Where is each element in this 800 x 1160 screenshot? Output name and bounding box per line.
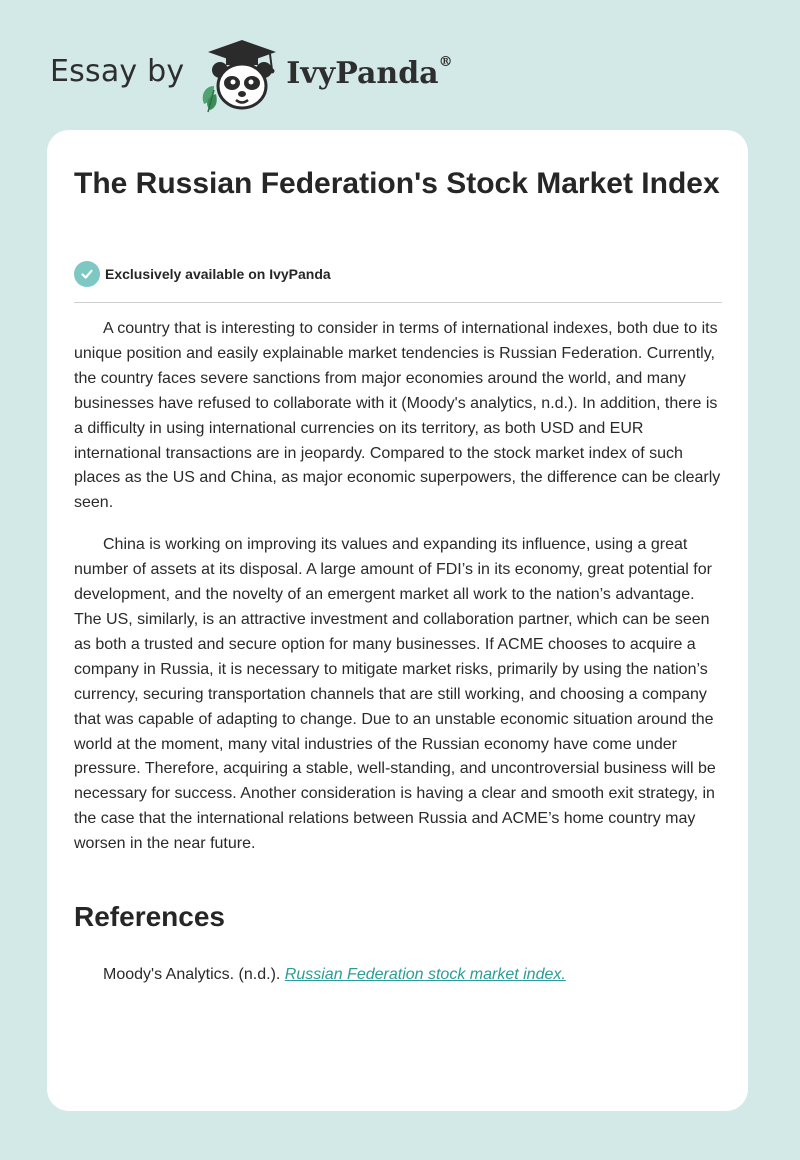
paragraph: A country that is interesting to consider in terms of international indexes, both due to its unique position and easily explainable market tendencies is Russian Federation. Currently, the country faces severe sanctions from major economies around the world, and many businesses have refused to collaborate with it (Moody's analytics, n.d.). In addition, there is a difficulty in using international currencies on its territory, as both USD and EUR international transactions are in jeopardy. Compared to the stock market index of such places as the US and China, as major economic superpowers, the difference can be clearly seen.: [74, 320, 721, 512]
site-header: [50, 34, 453, 114]
title-divider: [74, 302, 722, 303]
essay-title: The Russian Federation's Stock Market Index: [74, 167, 720, 200]
essay-card: [47, 130, 748, 1111]
exclusive-badge: [74, 261, 331, 287]
brand-name[interactable]: IvyPanda®: [286, 53, 453, 91]
registered-mark: ®: [438, 53, 453, 70]
references-heading: References: [74, 901, 225, 932]
essay-by-label: Essay by: [50, 53, 185, 89]
reference-link[interactable]: Russian Federation stock market index.: [284, 966, 566, 983]
reference-prefix: Moody's Analytics. (n.d.).: [103, 966, 285, 983]
panda-logo-icon[interactable]: [198, 34, 282, 114]
essay-body: [74, 317, 726, 874]
reference-item: [103, 964, 566, 986]
exclusive-badge-label: Exclusively available on IvyPanda: [105, 266, 331, 282]
paragraph: China is working on improving its values and expanding its influence, using a great number of assets at its disposal. A large amount of FDI’s in its economy, great potential for development, and the novelty of an emergent market all work to the nation’s advantage. The US, similarly, is an attractive investment and collaboration partner, which can be seen as both a trusted and secure option for many businesses. If ACME chooses to acquire a company in Russia, it is necessary to mitigate market risks, primarily by using the nation’s currency, securing transportation channels that are still working, and choosing a company that was capable of adapting to change. Due to an unstable economic situation around the world at the moment, many vital industries of the Russian economy have come under pressure. Therefore, acquiring a stable, well-standing, and uncontroversial business will be necessary for success. Another consideration is having a clear and smooth exit strategy, in the case that the international relations between Russia and ACME’s home country may worsen in the near future.: [74, 536, 716, 853]
check-circle-icon: [74, 261, 100, 287]
